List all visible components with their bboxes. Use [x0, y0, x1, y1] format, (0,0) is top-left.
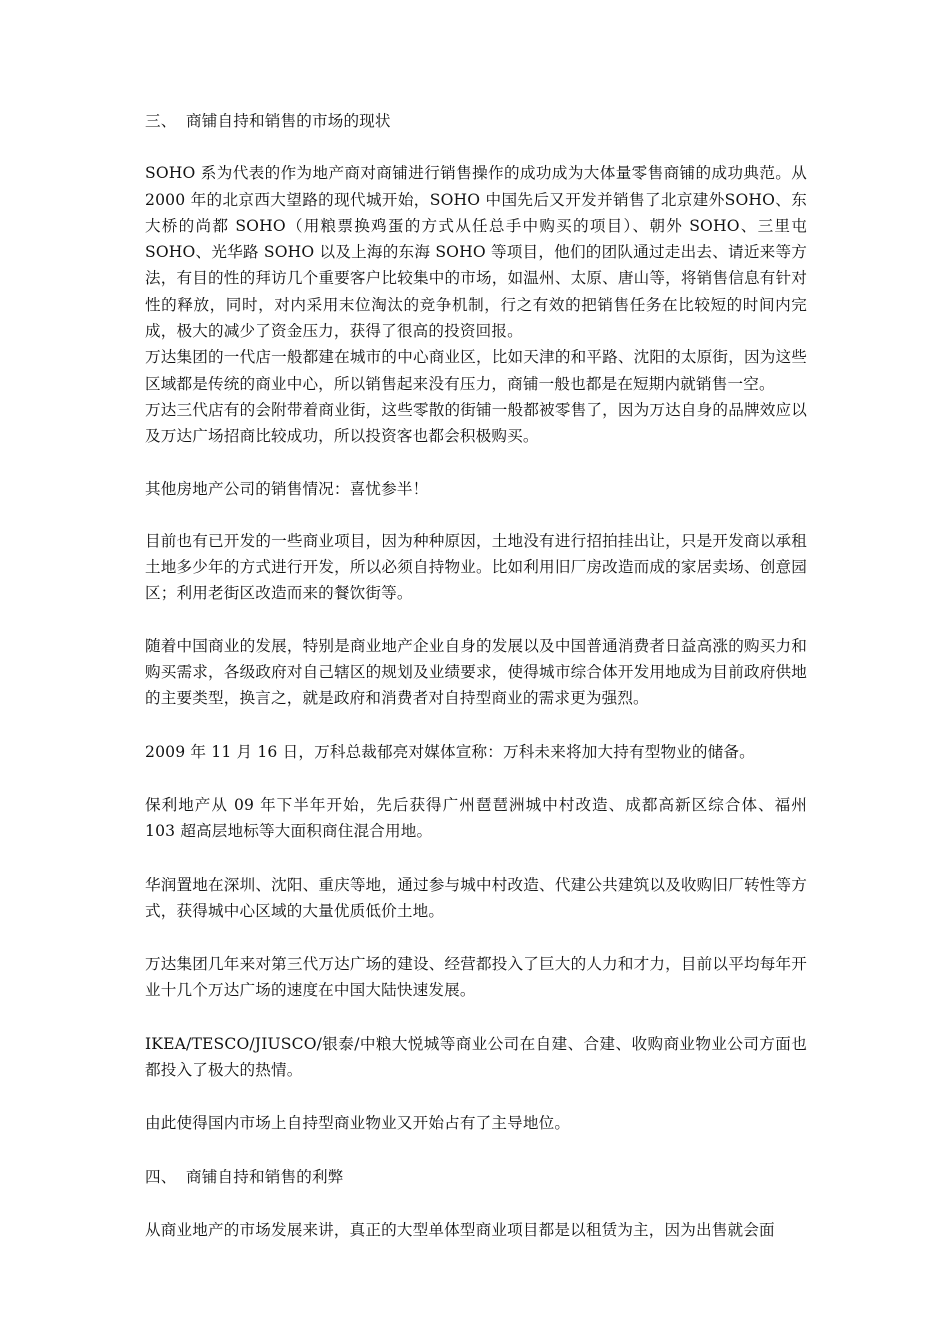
- section-heading-3: [145, 108, 807, 134]
- section-number: 三、: [145, 112, 177, 130]
- document-page: [145, 108, 807, 1243]
- section-number: 四、: [145, 1167, 177, 1186]
- paragraph-poly: 保利地产从 09 年下半年开始，先后获得广州琶琶洲城中村改造、成都高新区综合体、福州 103 超高层地标等大面积商住混合用地。: [145, 795, 807, 841]
- section-heading-4: [145, 1164, 807, 1190]
- paragraph-other-developers: 其他房地产公司的销售情况：喜忧参半！: [145, 479, 429, 498]
- section-title: 商铺自持和销售的市场的现状: [186, 112, 391, 130]
- paragraph-retail-companies: IKEA/TESCO/JIUSCO/银泰/中粮大悦城等商业公司在自建、合建、收购商业物业公司方面也都投入了极大的热情。: [145, 1034, 807, 1080]
- paragraph-wanda-third-gen: 万达三代店有的会附带着商业街，这些零散的街铺一般都被零售了，因为万达自身的品牌效应以及万达广场招商比较成功，所以投资客也都会积极购买。: [145, 400, 807, 446]
- paragraph-soho: SOHO 系为代表的作为地产商对商铺进行销售操作的成功成为大体量零售商铺的成功典范。从 2000 年的北京西大望路的现代城开始，SOHO 中国先后又开发并销售了北京建外SOHO、东大桥的尚都 SOHO（用粮票换鸡蛋的方式从任总手中购买的项目）、朝外 SOHO、三里屯 SOHO、光华路 SOHO 以及上海的东海 SOHO 等项目，他们的团队通过走出去、请近来等方法，有目的性的拜访几个重要客户比较集中的市场，如温州、太原、唐山等，将销售信息有针对性的释放，同时，对内采用末位淘汰的竞争机制，行之有效的把销售任务在比较短的时间内完成，极大的减少了资金压力，获得了很高的投资回报。: [145, 164, 807, 341]
- section-title: 商铺自持和销售的利弊: [186, 1167, 344, 1186]
- paragraph-wanda-first-gen: 万达集团的一代店一般都建在城市的中心商业区，比如天津的和平路、沈阳的太原街，因为这些区域都是传统的商业中心，所以销售起来没有压力，商铺一般也都是在短期内就销售一空。: [145, 348, 807, 393]
- paragraph-conclusion: 由此使得国内市场上自持型商业物业又开始占有了主导地位。: [145, 1114, 571, 1133]
- paragraph-vanke: 2009 年 11 月 16 日，万科总裁郁亮对媒体宣称：万科未来将加大持有型物业的储备。: [145, 742, 755, 761]
- paragraph-wanda-plaza: 万达集团几年来对第三代万达广场的建设、经营都投入了巨大的人力和才力，目前以平均每年开业十几个万达广场的速度在中国大陆快速发展。: [145, 955, 807, 1000]
- paragraph-commercial-development: 随着中国商业的发展，特别是商业地产企业自身的发展以及中国普通消费者日益高涨的购买力和购买需求，各级政府对自己辖区的规划及业绩要求，使得城市综合体开发用地成为目前政府供地的主要类型，换言之，就是政府和消费者对自持型商业的需求更为强烈。: [145, 636, 807, 708]
- paragraph-leasing: 从商业地产的市场发展来讲，真正的大型单体型商业项目都是以租赁为主，因为出售就会面: [145, 1220, 775, 1239]
- paragraph-china-resources: 华润置地在深圳、沈阳、重庆等地，通过参与城中村改造、代建公共建筑以及收购旧厂转性等方式，获得城中心区域的大量优质低价土地。: [145, 875, 807, 920]
- paragraph-self-held-projects: 目前也有已开发的一些商业项目，因为种种原因，土地没有进行招拍挂出让，只是开发商以承租土地多少年的方式进行开发，所以必须自持物业。比如利用旧厂房改造而成的家居卖场、创意园区；利用老街区改造而来的餐饮街等。: [145, 531, 807, 603]
